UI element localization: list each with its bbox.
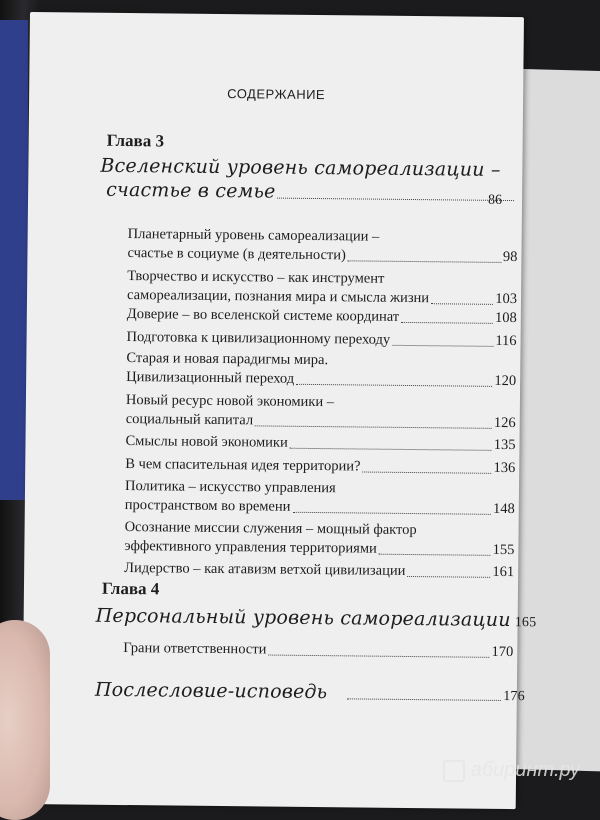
toc-entry — [126, 391, 516, 433]
toc-entry — [125, 477, 515, 519]
toc-entry-page: 98 — [503, 248, 518, 267]
leader-dots — [268, 654, 489, 658]
book-cover-blue-strip — [0, 20, 28, 500]
chapter-4-entry: Грани ответственности 170 — [123, 639, 513, 662]
toc-entry-page: 135 — [494, 436, 516, 455]
toc-entry — [126, 328, 516, 351]
toc-entry-line2: Цивилизационный переход — [126, 368, 294, 389]
toc-entry-page: 103 — [495, 290, 517, 309]
toc-entry — [125, 455, 515, 478]
toc-entry-page: 148 — [493, 500, 515, 519]
toc-entry-page: 136 — [493, 459, 515, 478]
toc-entry — [127, 267, 517, 309]
afterword-title: Послесловие-исповедь 176 — [95, 679, 525, 706]
toc-entry — [127, 305, 517, 328]
toc-entry-line1: Подготовка к цивилизационному переходу — [126, 328, 390, 350]
toc-entry-line1: Лидерство – как атавизм ветхой цивилизации — [124, 559, 405, 581]
chapter-4-page: 165 — [515, 615, 537, 631]
watermark: абиринт.ру — [443, 759, 580, 782]
leader-dots — [431, 302, 493, 305]
leader-dots — [392, 344, 493, 347]
leader-dots — [296, 383, 492, 387]
toc-entry-page: 126 — [494, 414, 516, 433]
chapter-3-title-line2: счастье в семье — [106, 179, 516, 205]
toc-entry-line1: Творчество и искусство – как инструмент — [127, 267, 517, 290]
chapter-3-entries — [30, 12, 524, 17]
toc-entry — [125, 432, 515, 455]
toc-entry-line1: Новый ресурс новой экономики – — [126, 391, 516, 414]
toc-title: СОДЕРЖАНИЕ — [29, 84, 523, 104]
toc-entry-line2: пространством во времени — [125, 496, 291, 517]
finger — [0, 620, 50, 820]
book-page — [22, 12, 524, 809]
toc-entry-line1: Доверие – во вселенской системе координат — [127, 305, 400, 327]
chapter-4-entry-page: 170 — [491, 643, 513, 662]
toc-entry-line1: В чем спасительная идея территории? — [125, 455, 360, 476]
toc-entry-page: 155 — [493, 541, 515, 560]
toc-entry-line2: социальный капитал — [126, 410, 254, 430]
logo-icon — [443, 760, 465, 782]
chapter-3-title-line1: Вселенский уровень самореализации – — [100, 155, 500, 181]
toc-entry-page: 120 — [494, 372, 516, 391]
leader-dots — [277, 197, 514, 201]
leader-dots — [290, 447, 492, 451]
toc-entry — [124, 518, 514, 560]
toc-entry-line2: самореализации, познания мира и смысла жизни — [127, 286, 429, 308]
toc-entry-line1: Политика – искусство управления — [125, 477, 515, 500]
leader-dots — [401, 321, 493, 324]
leader-dots — [362, 471, 491, 474]
chapter-3-label: Глава 3 — [107, 131, 165, 152]
leader-dots — [255, 424, 492, 428]
toc-entry-line1: Старая и новая парадигмы мира. — [126, 349, 516, 372]
toc-entry-line1: Смыслы новой экономики — [125, 432, 287, 453]
leader-dots — [379, 553, 491, 556]
toc-entry-line1: Осознание миссии служения – мощный фактор — [125, 518, 515, 541]
toc-entry — [124, 559, 514, 582]
leader-dots — [348, 259, 501, 263]
leader-dots — [407, 575, 490, 578]
toc-entry-page: 108 — [495, 309, 517, 328]
toc-entry-line2: счастье в социуме (в деятельности) — [127, 244, 346, 265]
leader-dots — [347, 697, 501, 701]
afterword-page: 176 — [503, 689, 525, 705]
chapter-4-title: Персональный уровень самореализации 165 — [96, 605, 511, 631]
toc-entry — [127, 225, 517, 267]
leader-dots — [292, 511, 491, 515]
toc-entry — [126, 349, 516, 391]
chapter-4-label: Глава 4 — [102, 579, 160, 600]
toc-entry-line1: Планетарный уровень самореализации – — [128, 225, 518, 248]
toc-entry-page: 161 — [492, 563, 514, 582]
toc-entry-page: 116 — [495, 332, 516, 351]
chapter-3-page: 86 — [488, 193, 502, 209]
toc-entry-line2: эффективного управления территориями — [124, 537, 377, 559]
